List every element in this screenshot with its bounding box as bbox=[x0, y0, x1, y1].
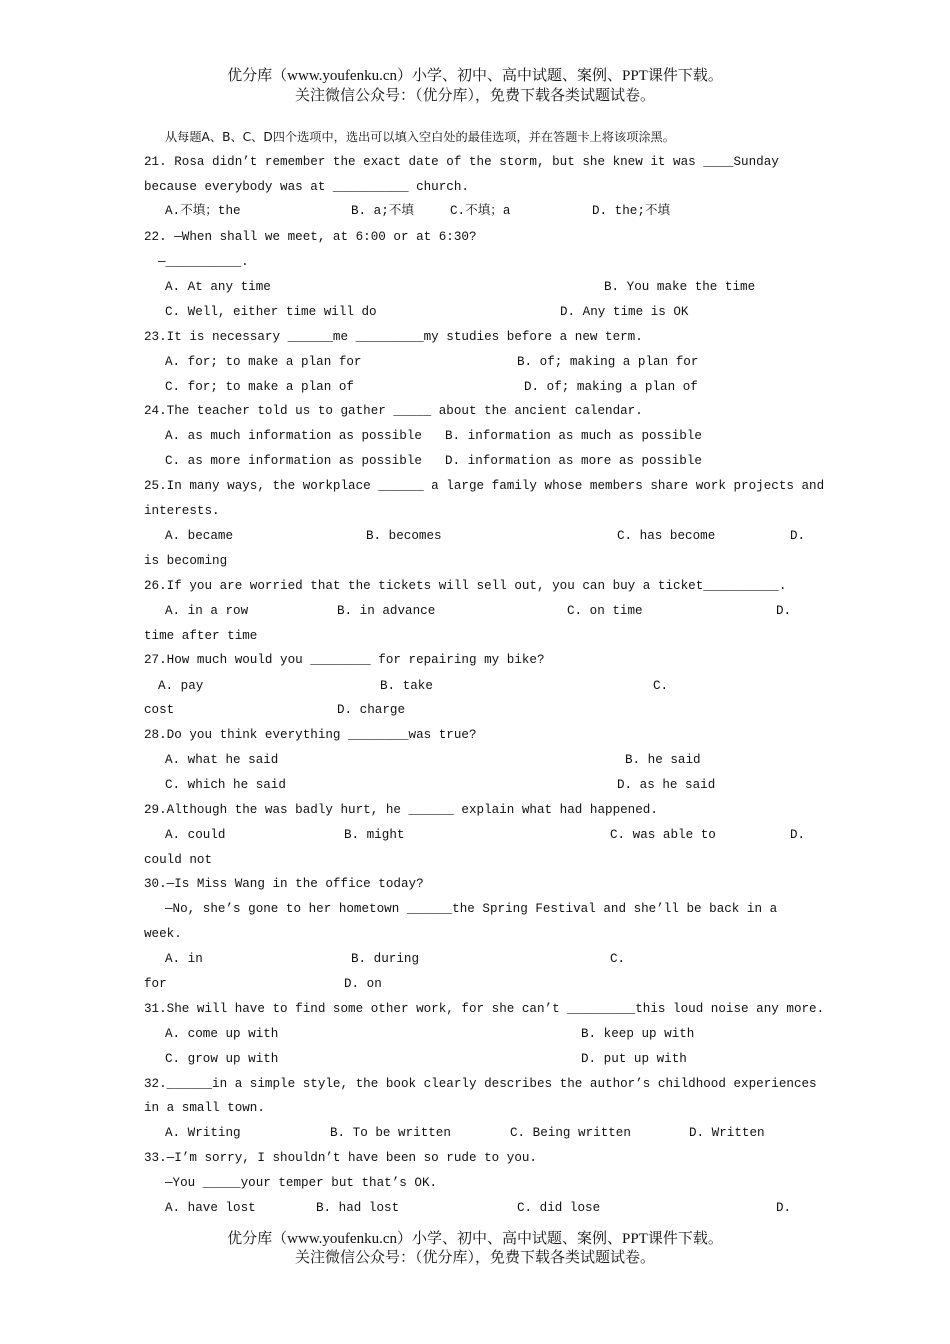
q22-option-d: D. Any time is OK bbox=[560, 305, 689, 319]
page-header-line-2: 关注微信公众号：（优分库），免费下载各类试题试卷。 bbox=[294, 88, 655, 104]
q31-option-c: C. grow up with bbox=[165, 1052, 279, 1066]
q23-stem: 23.It is necessary ______me _________my studies before a new term. bbox=[144, 330, 643, 344]
q30-stem-cont: week. bbox=[144, 927, 182, 941]
q29-option-b: B. might bbox=[344, 828, 405, 842]
q22-option-b: B. You make the time bbox=[604, 280, 756, 294]
q32-option-c: C. Being written bbox=[510, 1126, 631, 1140]
q32-option-b: B. To be written bbox=[330, 1126, 451, 1140]
q24-option-a: A. as much information as possible bbox=[165, 429, 422, 443]
q28-option-d: D. as he said bbox=[617, 778, 716, 792]
page-footer-line-1: 优分库（www.youfenku.cn）小学、初中、高中试题、案例、PPT课件下载。 bbox=[227, 1231, 723, 1247]
q27-option-c-label: C. bbox=[653, 679, 669, 693]
q21-option-b: B. a;不填 bbox=[351, 204, 414, 218]
q21-option-a: A.不填；the bbox=[165, 204, 241, 218]
q30-option-b: B. during bbox=[351, 952, 420, 966]
q26-option-c: C. on time bbox=[567, 604, 643, 618]
q22-option-c: C. Well, either time will do bbox=[165, 305, 377, 319]
q30-option-d: D. on bbox=[344, 977, 382, 991]
q27-option-d: D. charge bbox=[337, 703, 406, 717]
q33-option-d-label: D. bbox=[776, 1201, 792, 1215]
q33-stem-reply: —You _____your temper but that’s OK. bbox=[165, 1176, 438, 1190]
q31-stem: 31.She will have to find some other work, for she can’t _________this loud noise any more. bbox=[144, 1002, 825, 1016]
q23-option-a: A. for; to make a plan for bbox=[165, 355, 362, 369]
q33-option-c: C. did lose bbox=[517, 1201, 601, 1215]
q25-option-c: C. has become bbox=[617, 529, 716, 543]
q31-option-d: D. put up with bbox=[581, 1052, 687, 1066]
q22-option-a: A. At any time bbox=[165, 280, 271, 294]
q26-option-b: B. in advance bbox=[337, 604, 436, 618]
q27-stem: 27.How much would you ________ for repairing my bike? bbox=[144, 653, 545, 667]
q24-stem: 24.The teacher told us to gather _____ about the ancient calendar. bbox=[144, 404, 643, 418]
q21-option-d: D. the;不填 bbox=[592, 204, 671, 218]
instructions: 从每题A、B、C、D四个选项中，选出可以填入空白处的最佳选项，并在答题卡上将该项涂黑。 bbox=[165, 130, 675, 144]
page-footer-line-2: 关注微信公众号：（优分库），免费下载各类试题试卷。 bbox=[294, 1250, 655, 1266]
q26-stem: 26.If you are worried that the tickets will sell out, you can buy a ticket__________. bbox=[144, 579, 787, 593]
q32-option-d: D. Written bbox=[689, 1126, 765, 1140]
q30-stem-reply: —No, she’s gone to her hometown ______the Spring Festival and she’ll be back in a bbox=[165, 902, 778, 916]
q29-option-d-label: D. bbox=[790, 828, 806, 842]
q25-stem: 25.In many ways, the workplace ______ a large family whose members share work projects and bbox=[144, 479, 825, 493]
q28-option-a: A. what he said bbox=[165, 753, 279, 767]
q33-stem: 33.—I’m sorry, I shouldn’t have been so rude to you. bbox=[144, 1151, 537, 1165]
q21-option-c: C.不填；a bbox=[450, 204, 511, 218]
q33-option-a: A. have lost bbox=[165, 1201, 256, 1215]
q29-stem: 29.Although the was badly hurt, he ______ explain what had happened. bbox=[144, 803, 658, 817]
q25-option-d-label: D. bbox=[790, 529, 806, 543]
q21-stem-cont: because everybody was at __________ church. bbox=[144, 180, 469, 194]
q31-option-b: B. keep up with bbox=[581, 1027, 695, 1041]
q26-option-a: A. in a row bbox=[165, 604, 249, 618]
q26-option-d-text: time after time bbox=[144, 629, 258, 643]
q28-option-b: B. he said bbox=[625, 753, 701, 767]
q24-option-d: D. information as more as possible bbox=[445, 454, 702, 468]
q24-option-b: B. information as much as possible bbox=[445, 429, 702, 443]
q25-option-d-text: is becoming bbox=[144, 554, 228, 568]
page-header-line-1: 优分库（www.youfenku.cn）小学、初中、高中试题、案例、PPT课件下载。 bbox=[227, 68, 723, 84]
q21-stem: 21. Rosa didn’t remember the exact date of the storm, but she knew it was ____Sunday bbox=[144, 155, 779, 169]
q30-option-c-text: for bbox=[144, 977, 167, 991]
q32-stem-cont: in a small town. bbox=[144, 1101, 265, 1115]
q24-option-c: C. as more information as possible bbox=[165, 454, 422, 468]
q22-answer-blank: —__________. bbox=[158, 255, 249, 269]
q29-option-d-text: could not bbox=[144, 853, 213, 867]
q23-option-d: D. of; making a plan of bbox=[524, 380, 698, 394]
q27-option-b: B. take bbox=[380, 679, 433, 693]
q23-option-c: C. for; to make a plan of bbox=[165, 380, 354, 394]
q29-option-a: A. could bbox=[165, 828, 226, 842]
q28-option-c: C. which he said bbox=[165, 778, 286, 792]
q27-option-c-text: cost bbox=[144, 703, 175, 717]
q30-stem: 30.—Is Miss Wang in the office today? bbox=[144, 877, 424, 891]
q31-option-a: A. come up with bbox=[165, 1027, 279, 1041]
q30-option-a: A. in bbox=[165, 952, 203, 966]
q27-option-a: A. pay bbox=[158, 679, 204, 693]
q30-option-c-label: C. bbox=[610, 952, 626, 966]
q25-option-b: B. becomes bbox=[366, 529, 442, 543]
q22-stem: 22. —When shall we meet, at 6:00 or at 6:30? bbox=[144, 230, 477, 244]
q26-option-d-label: D. bbox=[776, 604, 792, 618]
q25-option-a: A. became bbox=[165, 529, 234, 543]
q25-stem-cont: interests. bbox=[144, 504, 220, 518]
q33-option-b: B. had lost bbox=[316, 1201, 400, 1215]
q23-option-b: B. of; making a plan for bbox=[517, 355, 699, 369]
q29-option-c: C. was able to bbox=[610, 828, 716, 842]
q32-option-a: A. Writing bbox=[165, 1126, 241, 1140]
q28-stem: 28.Do you think everything ________was true? bbox=[144, 728, 477, 742]
q32-stem: 32.______in a simple style, the book clearly describes the author’s childhood experiences bbox=[144, 1077, 817, 1091]
